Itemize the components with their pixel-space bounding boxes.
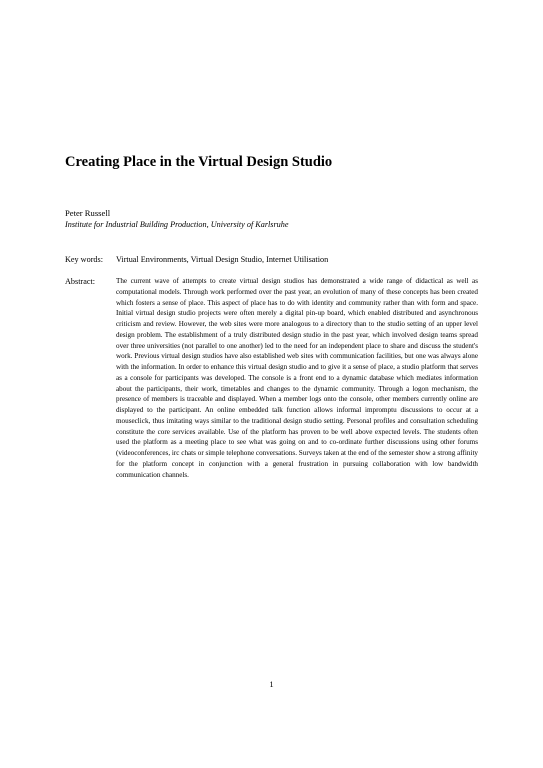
keywords-value: Virtual Environments, Virtual Design Studio, Internet Utilisation [116, 255, 329, 264]
abstract-label: Abstract: [65, 277, 96, 286]
author-affiliation: Institute for Industrial Building Production, University of Karlsruhe [65, 220, 289, 229]
page-number: 1 [269, 679, 274, 689]
paper-title: Creating Place in the Virtual Design Studio [65, 154, 333, 170]
keywords-label: Key words: [65, 255, 103, 264]
abstract-text: The current wave of attempts to create virtual design studios has demonstrated a wide range of didactical as well as computational models. Through work performed over the past year, an evolution of many of these concepts has been created which fosters a sense of place. This aspect of place has to do with identity and community rather than with form and space. Initial virtual design studio projects were often merely a digital pin-up board, which enabled distributed and asynchronous criticism and review. However, the web sites were more analogous to a directory than to the studio setting of an upper level design problem. The establishment of a truly distributed design studio in the past year, which involved design teams spread over three universities (not parallel to one another) led to the need for an independent place to share and discuss the student's work. Previous virtual design studios have also established web sites with communication facilities, but one was always alone with the information. In order to enhance this virtual design studio and to give it a sense of place, a studio platform that serves as a console for participants was developed. The console is a front end to a dynamic database which mediates information about the participants, their work, timetables and changes to the dynamic community. Through a logon mechanism, the presence of members is traceable and displayed. When a member logs onto the console, other members currently online are displayed to the participant. An online embedded talk function allows informal impromptu discussions to occur at a mouseclick, thus imitating ways similar to the traditional design studio setting. Personal profiles and consultation scheduling constitute the core services available. Use of the platform has proven to be well above expected levels. The students often used the platform as a meeting place to see what was going on and to co-ordinate further discussions using other forums (videoconferences, irc chats or simple telephone conversations. Surveys taken at the end of the semester show a strong affinity for the platform concept in conjunction with a general frustration in pursuing collaboration with low bandwidth communication channels. [116, 277, 478, 479]
author-name: Peter Russell [65, 208, 111, 218]
